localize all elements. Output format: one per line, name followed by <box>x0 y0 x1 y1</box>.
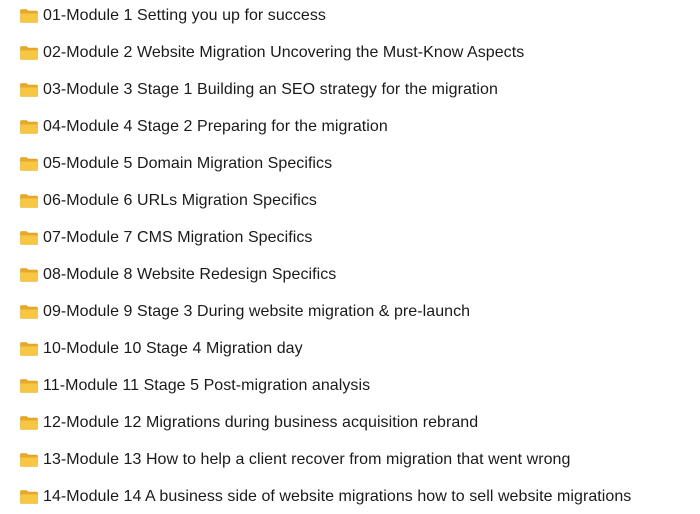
folder-name: 12-Module 12 Migrations during business acquisition rebrand <box>43 414 479 431</box>
folder-name: 13-Module 13 How to help a client recover from migration that went wrong <box>43 451 571 468</box>
folder-item[interactable] <box>0 223 312 253</box>
folder-icon <box>20 194 38 208</box>
folder-icon <box>20 416 38 430</box>
folder-name: 10-Module 10 Stage 4 Migration day <box>43 340 303 357</box>
folder-item[interactable] <box>0 186 317 216</box>
folder-item[interactable] <box>0 149 332 179</box>
folder-name: 03-Module 3 Stage 1 Building an SEO strategy for the migration <box>43 81 498 98</box>
folder-icon <box>20 342 38 356</box>
folder-item[interactable] <box>0 112 388 142</box>
folder-name: 09-Module 9 Stage 3 During website migration & pre-launch <box>43 303 471 320</box>
folder-name: 04-Module 4 Stage 2 Preparing for the migration <box>43 118 388 135</box>
folder-icon <box>20 83 38 97</box>
folder-item[interactable] <box>0 1 326 31</box>
folder-name: 02-Module 2 Website Migration Uncovering the Must-Know Aspects <box>43 44 525 61</box>
folder-name: 05-Module 5 Domain Migration Specifics <box>43 155 333 172</box>
folder-name: 07-Module 7 CMS Migration Specifics <box>43 229 313 246</box>
folder-item[interactable] <box>0 408 478 438</box>
folder-name: 06-Module 6 URLs Migration Specifics <box>43 192 317 209</box>
folder-item[interactable] <box>0 260 336 290</box>
folder-name: 01-Module 1 Setting you up for success <box>43 7 326 24</box>
folder-icon <box>20 453 38 467</box>
folder-icon <box>20 231 38 245</box>
folder-item[interactable] <box>0 371 370 401</box>
folder-icon <box>20 305 38 319</box>
folder-item[interactable] <box>0 75 498 105</box>
folder-item[interactable] <box>0 482 631 512</box>
folder-item[interactable] <box>0 445 570 475</box>
folder-item[interactable] <box>0 297 470 327</box>
folder-item[interactable] <box>0 38 524 68</box>
folder-name: 11-Module 11 Stage 5 Post-migration analysis <box>43 377 371 394</box>
folder-icon <box>20 268 38 282</box>
folder-icon <box>20 46 38 60</box>
folder-item[interactable] <box>0 334 303 364</box>
folder-icon <box>20 9 38 23</box>
folder-name: 08-Module 8 Website Redesign Specifics <box>43 266 337 283</box>
folder-icon <box>20 379 38 393</box>
folder-icon <box>20 157 38 171</box>
folder-icon <box>20 120 38 134</box>
folder-name: 14-Module 14 A business side of website migrations how to sell website migrations <box>43 488 632 505</box>
folder-icon <box>20 490 38 504</box>
